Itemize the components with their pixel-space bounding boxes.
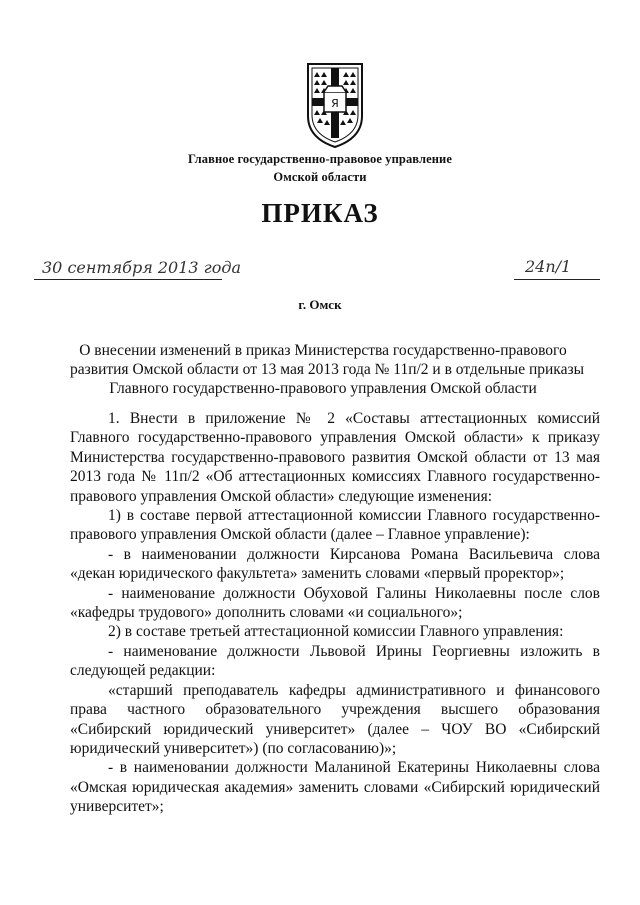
paragraph-dash-2: - наименование должности Обуховой Галины Николаевны после слов «кафедры трудового» дополнить словами «и социального»; (70, 584, 600, 622)
paragraph-subitem-1: 1) в составе первой аттестационной комиссии Главного государственно-правового управления Омской области (далее – Главное управление): (70, 507, 600, 544)
organization-region: Омской области (273, 170, 367, 184)
handwritten-date: 30 сентября 2013 года (42, 258, 242, 277)
organization-name: Главное государственно-правовое управление (187, 152, 453, 166)
handwritten-order-number: 24п/1 (525, 257, 572, 276)
paragraph-dash-4: - в наименовании должности Маланиной Екатерины Николаевны слова «Омская юридическая академия» заменить словами «Сибирский юридический университет»; (70, 759, 600, 816)
order-subject (70, 341, 584, 398)
city-line: г. Омск (298, 297, 342, 312)
date-underline (34, 279, 222, 280)
paragraph-subitem-2: 2) в составе третьей аттестационной комиссии Главного управления: (108, 623, 564, 641)
number-underline (514, 279, 600, 280)
order-body (70, 409, 600, 817)
paragraph-dash-3: - наименование должности Львовой Ирины Георгиевны изложить в следующей редакции: (70, 642, 600, 680)
paragraph-quote: «старший преподаватель кафедры административного и финансового права частного образовательного учреждения высшего образования «Сибирский юридический университет» (далее – ЧОУ ВО «Сибирский юридический университет») (по согласованию)»; (70, 681, 600, 757)
subject-line: Главного государственно-правового управления Омской области (109, 380, 537, 397)
omsk-coat-of-arms-emblem (302, 58, 368, 150)
paragraph-item-1: 1. Внести в приложение № 2 «Составы аттестационных комиссий Главного государственно-правового управления Омской области» к приказу Министерства государственно-правового развития Омской области от 13 мая 2013 года № 11п/2 «Об аттестационных комиссиях Главного государственно-правового управления Омской области» следующие изменения: (70, 410, 600, 505)
subject-line: О внесении изменений в приказ Министерства государственно-правового (79, 342, 567, 359)
document-title: ПРИКАЗ (261, 198, 379, 228)
subject-line: развития Омской области от 13 мая 2013 года № 11п/2 и в отдельные приказы (70, 361, 584, 378)
svg-text:Я: Я (331, 97, 339, 110)
paragraph-dash-1: - в наименовании должности Кирсанова Романа Васильевича слова «декан юридического факультета» заменить словами «первый проректор»; (70, 545, 600, 583)
